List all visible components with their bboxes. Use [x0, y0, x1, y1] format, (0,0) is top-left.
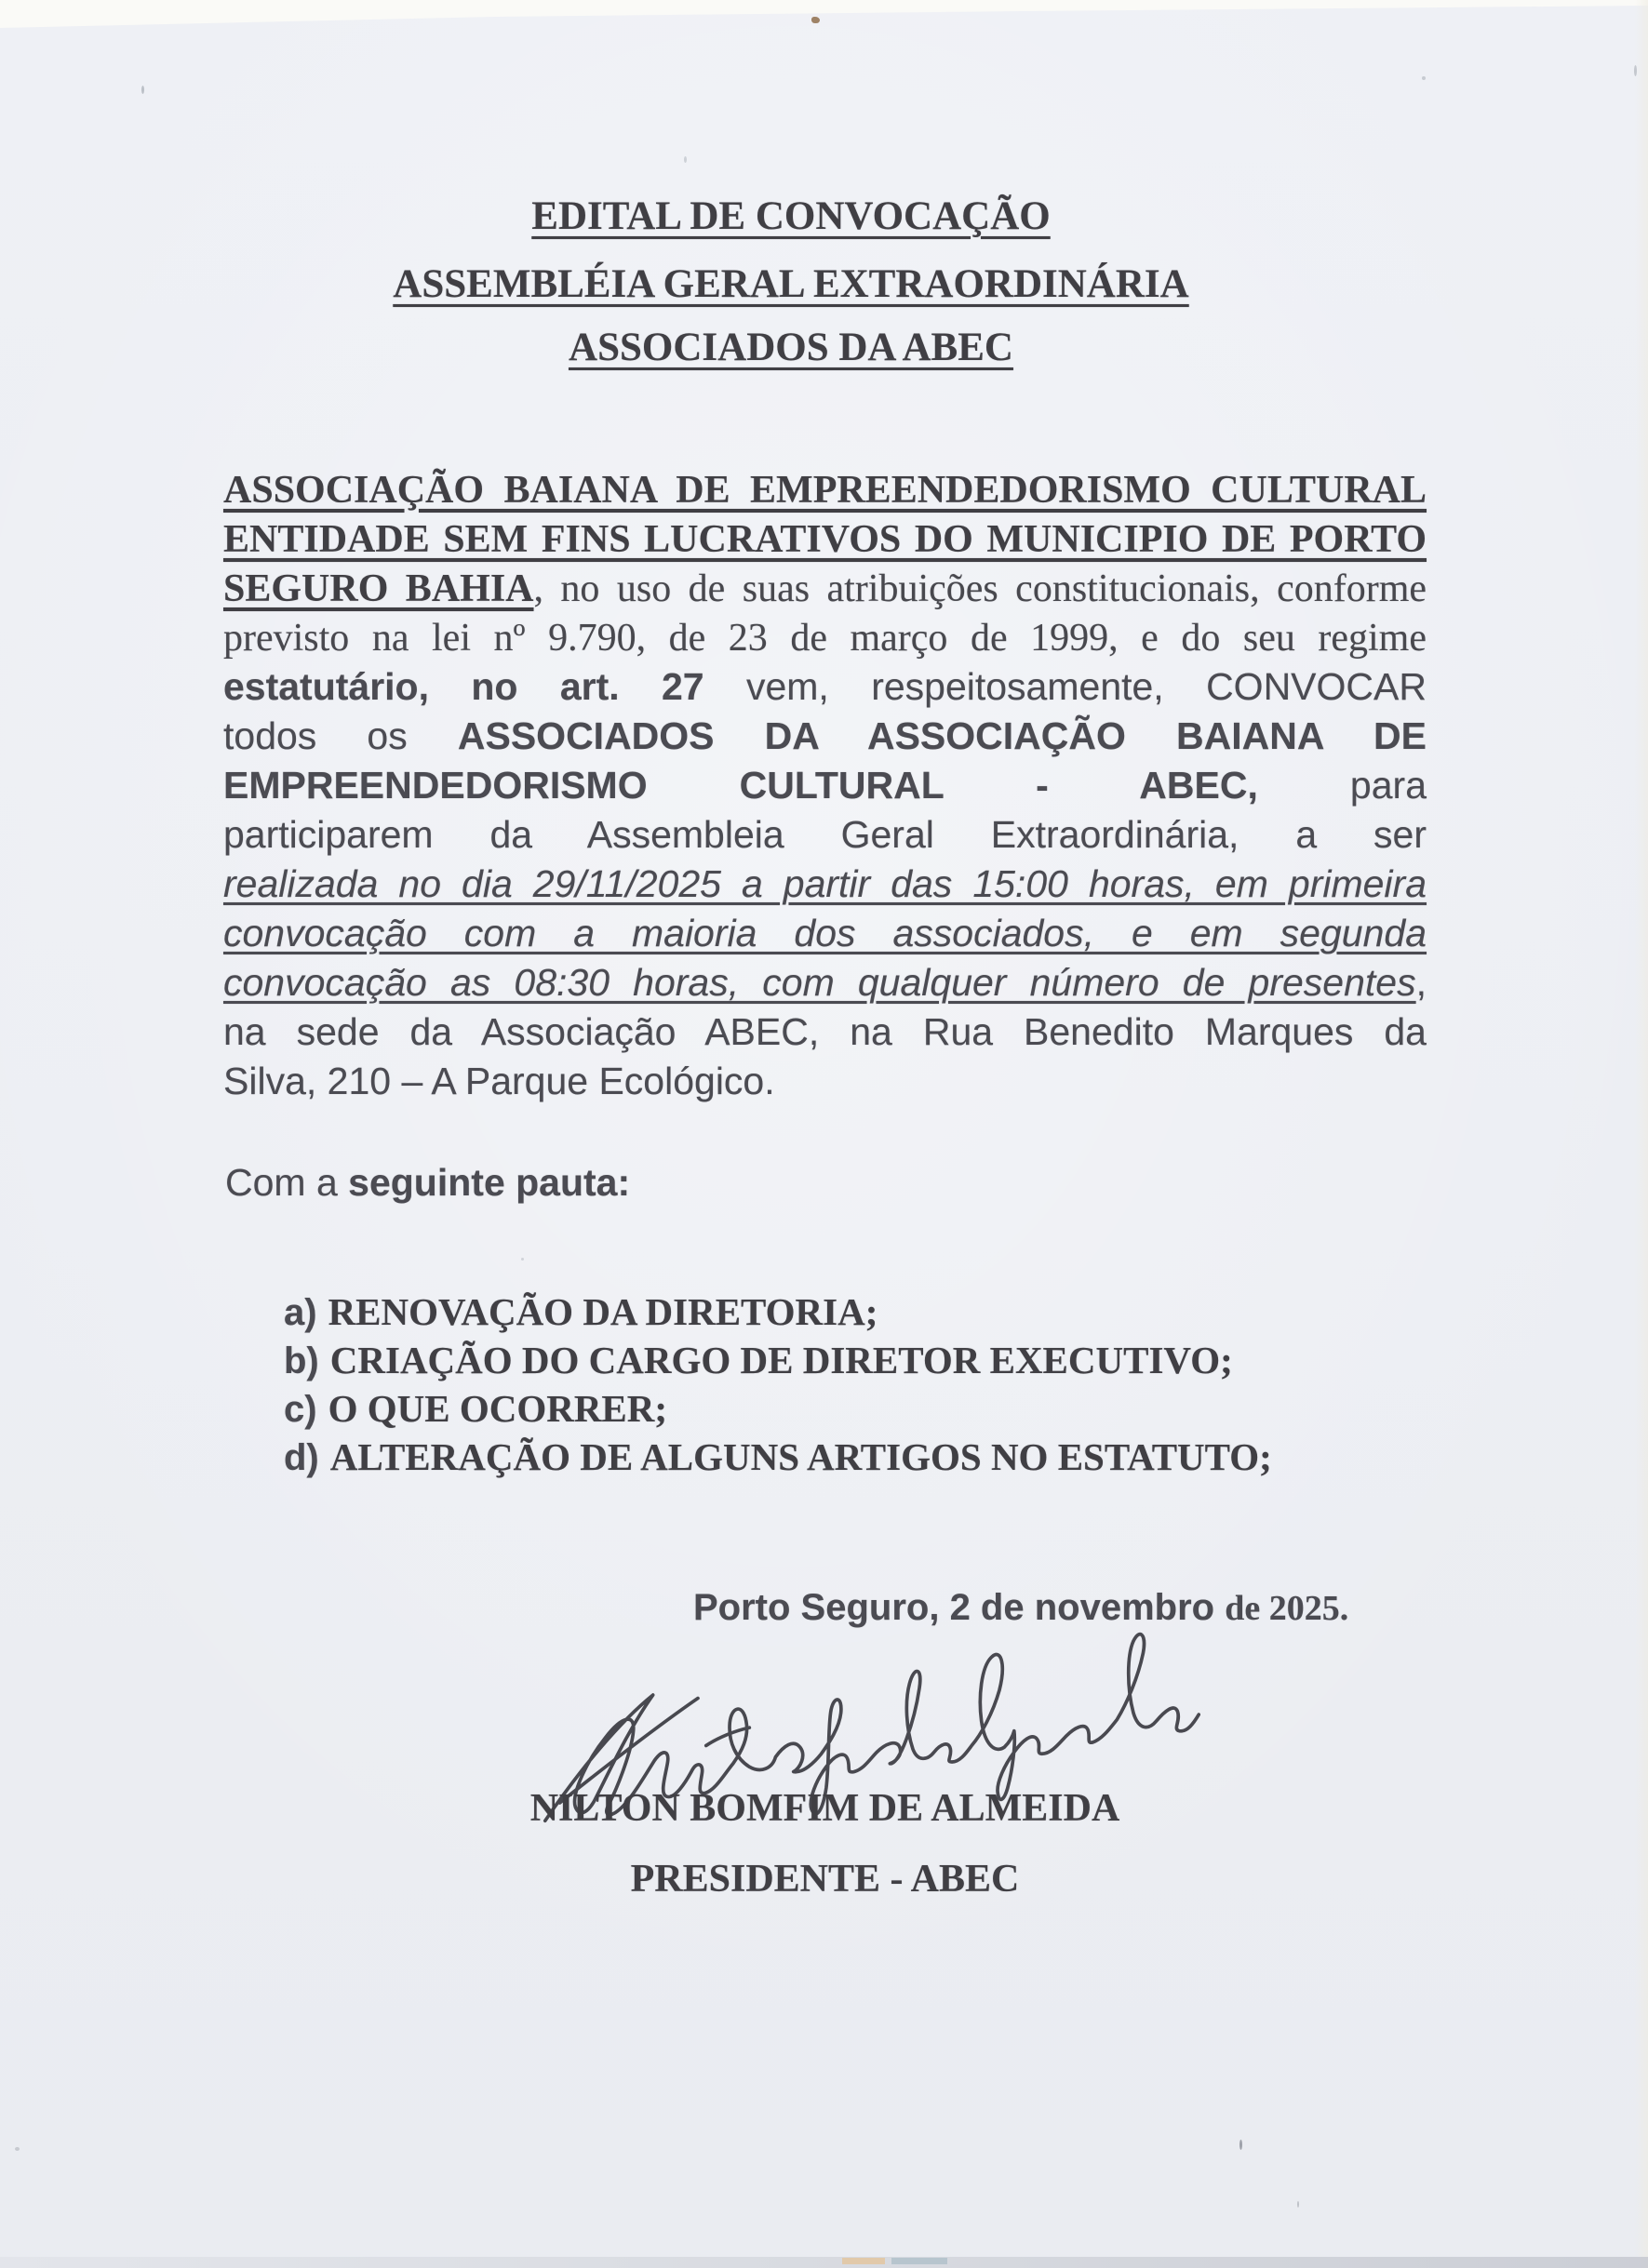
paragraph-line	[223, 564, 1427, 613]
document-title-line-3: ASSOCIADOS DA ABEC	[569, 326, 1013, 369]
agenda-intro-prefix: Com a	[225, 1161, 349, 1204]
agenda-item	[284, 1433, 1272, 1481]
paragraph-line	[223, 1007, 1427, 1057]
paragraph-line	[223, 465, 1427, 514]
paragraph-line	[223, 958, 1427, 1007]
agenda-item-marker: c)	[284, 1389, 317, 1430]
agenda-item-marker: d)	[284, 1437, 319, 1478]
paragraph-line	[223, 761, 1427, 810]
agenda-item-text: CRIAÇÃO DO CARGO DE DIRETOR EXECUTIVO;	[329, 1339, 1233, 1381]
paragraph-segment: ASSOCIADOS DA ASSOCIAÇÃO BAIANA DE	[457, 714, 1427, 757]
paragraph-line	[223, 662, 1427, 712]
scan-paper-bottom-edge	[0, 2257, 1648, 2268]
paragraph-segment: participarem da Assembleia Geral Extraordinária, a ser	[223, 813, 1427, 856]
paragraph-line	[223, 1057, 1427, 1106]
agenda-item-text: RENOVAÇÃO DA DIRETORIA;	[328, 1290, 878, 1333]
paragraph-line	[223, 514, 1427, 564]
scan-speck	[1422, 76, 1426, 80]
scan-speck	[141, 86, 144, 94]
agenda-item-text: O QUE OCORRER;	[328, 1387, 668, 1430]
agenda-item-text: ALTERAÇÃO DE ALGUNS ARTIGOS NO ESTATUTO;	[329, 1435, 1272, 1478]
scan-speck	[15, 2147, 20, 2151]
paragraph-segment: para	[1257, 764, 1427, 807]
paragraph-segment: todos os	[223, 714, 458, 757]
date-year: de 2025.	[1225, 1589, 1349, 1628]
paragraph-segment: ,	[1415, 961, 1427, 1004]
paragraph-line	[223, 712, 1427, 761]
paragraph-segment: vem, respeitosamente, CONVOCAR	[703, 665, 1427, 708]
scan-speck	[684, 156, 687, 163]
paragraph-line	[223, 909, 1427, 958]
scan-speck	[1239, 2140, 1242, 2150]
scan-speck	[811, 17, 820, 23]
scan-paper-top-edge	[0, 0, 1648, 32]
agenda-list	[284, 1287, 1272, 1481]
paragraph-segment: realizada no dia 29/11/2025 a partir das 15:00 horas, em primeira	[223, 862, 1427, 905]
paragraph-segment: ASSOCIAÇÃO BAIANA DE EMPREENDEDORISMO CULTURAL	[223, 469, 1427, 512]
paragraph-segment: Silva, 210 – A Parque Ecológico.	[223, 1060, 775, 1102]
paragraph-segment: , no uso de suas atribuições constitucionais, conforme	[533, 567, 1427, 610]
scan-paper-right-edge	[1635, 0, 1648, 2268]
paragraph-segment: EMPREENDEDORISMO CULTURAL - ABEC,	[223, 764, 1258, 807]
scan-speck	[1297, 2201, 1299, 2208]
signatory-role: PRESIDENTE - ABEC	[630, 1858, 1020, 1901]
paragraph-segment: convocação as 08:30 horas, com qualquer número de presentes	[223, 961, 1416, 1004]
paragraph-segment: previsto na lei nº 9.790, de 23 de março de 1999, e do seu regime	[223, 617, 1427, 660]
paragraph-segment: convocação com a maioria dos associados, e em segunda	[223, 912, 1427, 954]
agenda-item-marker: a)	[284, 1292, 317, 1333]
signatory-name: NILTON BOMFIM DE ALMEIDA	[529, 1787, 1120, 1830]
document-title-line-1: EDITAL DE CONVOCAÇÃO	[531, 194, 1051, 238]
paragraph-segment: estatutário, no art. 27	[223, 665, 704, 708]
scan-artifact	[891, 2258, 947, 2264]
document-body-paragraph	[223, 465, 1427, 1106]
agenda-intro-bold: seguinte pauta:	[348, 1161, 631, 1204]
scan-artifact	[842, 2258, 885, 2264]
scan-speck	[521, 1258, 524, 1261]
paragraph-line	[223, 810, 1427, 860]
paragraph-line	[223, 613, 1427, 662]
date-main: Porto Seguro, 2 de novembro	[693, 1587, 1226, 1628]
agenda-item	[284, 1287, 1272, 1336]
document-title-line-2: ASSEMBLÉIA GERAL EXTRAORDINÁRIA	[393, 262, 1189, 306]
agenda-item	[284, 1384, 1272, 1433]
agenda-item-marker: b)	[284, 1341, 319, 1381]
paragraph-line	[223, 860, 1427, 909]
agenda-item	[284, 1336, 1272, 1384]
paragraph-segment: na sede da Associação ABEC, na Rua Benedito Marques da	[223, 1010, 1427, 1053]
agenda-intro-line	[225, 1158, 630, 1207]
paragraph-segment: SEGURO BAHIA	[223, 567, 534, 610]
scan-speck	[1634, 65, 1637, 76]
paragraph-segment: ENTIDADE SEM FINS LUCRATIVOS DO MUNICIPIO DE PORTO	[223, 518, 1427, 561]
